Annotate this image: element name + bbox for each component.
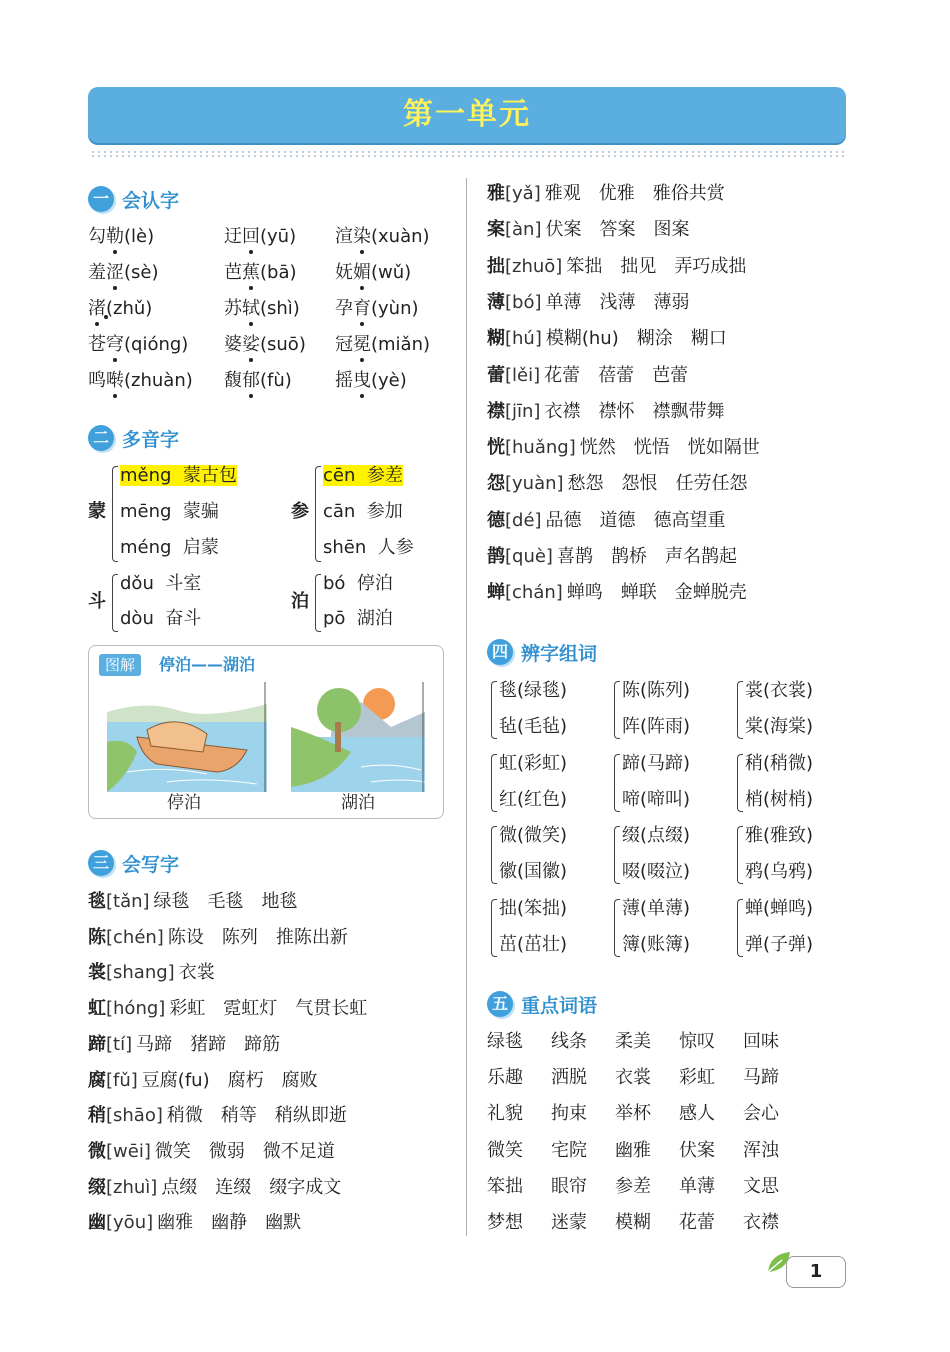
recognize-word: 妩媚(wǔ) xyxy=(335,262,412,283)
write-char-row: 稍[shāo] 稍微 稍等 稍纵即逝 xyxy=(88,1105,347,1127)
write-char-row: 蹄[tí] 马蹄 猪蹄 蹄筋 xyxy=(88,1033,281,1055)
poly-char-can: 参 xyxy=(291,501,309,522)
write-char-row: 缀[zhuì] 点缀 连缀 缀字成文 xyxy=(88,1176,342,1198)
key-word: 回味 xyxy=(743,1031,779,1052)
key-word: 礼貌 xyxy=(487,1103,523,1125)
distinguish-word: 薄(单薄) xyxy=(622,897,691,919)
section-number: 五 xyxy=(487,991,513,1017)
recognize-word: 鸣啭(zhuàn) xyxy=(88,370,193,391)
dotted-divider xyxy=(90,150,846,158)
poly-reading: méng 启蒙 xyxy=(120,537,219,558)
distinguish-word: 阵(阵雨) xyxy=(622,716,691,737)
key-word: 伏案 xyxy=(679,1139,715,1161)
poly-reading: cān 参加 xyxy=(323,501,403,522)
key-word: 举杯 xyxy=(615,1103,651,1125)
poly-char-dou: 斗 xyxy=(88,591,106,612)
poly-reading: dǒu 斗室 xyxy=(120,573,202,594)
recognize-word: 渚(zhǔ) xyxy=(88,298,153,319)
poly-reading: mēng 蒙骗 xyxy=(120,501,219,522)
distinguish-word: 虹(彩虹) xyxy=(499,752,568,774)
distinguish-word: 蝉(蝉鸣) xyxy=(745,897,814,919)
bracket xyxy=(737,826,743,884)
key-word: 马蹄 xyxy=(743,1067,779,1089)
key-word: 参差 xyxy=(615,1175,651,1197)
key-word: 绿毯 xyxy=(487,1031,523,1052)
poly-reading: měng 蒙古包 xyxy=(120,465,237,486)
distinguish-word: 茁(茁壮) xyxy=(499,933,568,955)
write-char-row: 恍[huǎng] 恍然 恍悟 恍如隔世 xyxy=(487,437,760,459)
key-word: 笨拙 xyxy=(487,1175,523,1197)
distinguish-word: 啼(啼叫) xyxy=(622,788,691,810)
distinguish-word: 毡(毛毡) xyxy=(499,716,568,737)
key-word: 迷蒙 xyxy=(551,1212,587,1233)
section-number: 二 xyxy=(88,425,114,451)
distinguish-word: 徽(国徽) xyxy=(499,861,568,882)
write-char-row: 糊[hú] 模糊(hu) 糊涂 糊口 xyxy=(487,328,727,350)
write-char-row: 裳[shang] 衣裳 xyxy=(88,962,215,984)
key-word: 惊叹 xyxy=(679,1031,715,1052)
poly-char-bo: 泊 xyxy=(291,591,309,612)
lake-illustration xyxy=(291,682,425,792)
key-word: 微笑 xyxy=(487,1139,523,1161)
recognize-word: 芭蕉(bā) xyxy=(224,262,297,283)
write-char-row: 幽[yōu] 幽雅 幽静 幽默 xyxy=(88,1212,302,1234)
recognize-word: 羞涩(sè) xyxy=(88,262,159,283)
distinguish-word: 稍(稍微) xyxy=(745,752,814,774)
write-char-row: 虹[hóng] 彩虹 霓虹灯 气贯长虹 xyxy=(88,998,368,1020)
distinguish-word: 缀(点缀) xyxy=(622,825,691,846)
write-char-row: 蝉[chán] 蝉鸣 蝉联 金蝉脱壳 xyxy=(487,582,747,604)
distinguish-word: 簿(账簿) xyxy=(622,933,691,955)
bracket xyxy=(614,826,620,884)
write-char-row: 德[dé] 品德 道德 德高望重 xyxy=(487,509,726,531)
poly-reading: pō 湖泊 xyxy=(323,608,393,629)
key-word: 拘束 xyxy=(551,1103,587,1125)
key-word: 柔美 xyxy=(615,1031,651,1052)
write-char-row: 蕾[lěi] 花蕾 蓓蕾 芭蕾 xyxy=(487,364,689,386)
poly-reading: cēn 参差 xyxy=(323,465,403,486)
distinguish-word: 微(微笑) xyxy=(499,825,568,846)
key-word: 乐趣 xyxy=(487,1067,523,1089)
poly-reading: shēn 人参 xyxy=(323,537,414,558)
bracket xyxy=(491,754,497,812)
bracket xyxy=(737,754,743,812)
write-char-row: 毯[tǎn] 绿毯 毛毯 地毯 xyxy=(88,891,298,912)
write-char-row: 鹊[què] 喜鹊 鹊桥 声名鹊起 xyxy=(487,546,737,567)
write-char-row: 拙[zhuō] 笨拙 拙见 弄巧成拙 xyxy=(487,255,747,277)
bracket xyxy=(614,754,620,812)
bracket xyxy=(737,681,743,739)
write-char-row: 襟[jīn] 衣襟 襟怀 襟飘带舞 xyxy=(487,400,725,422)
key-word: 幽雅 xyxy=(615,1139,651,1161)
illustration-tag: 图解 xyxy=(99,654,141,676)
key-word: 花蕾 xyxy=(679,1212,715,1233)
illustration-title: 停泊——湖泊 xyxy=(159,655,256,674)
poly-reading: dòu 奋斗 xyxy=(120,608,202,629)
write-char-row: 腐[fǔ] 豆腐(fu) 腐朽 腐败 xyxy=(88,1069,318,1091)
bracket xyxy=(491,899,497,957)
key-word: 梦想 xyxy=(487,1212,523,1233)
bracket xyxy=(737,899,743,957)
key-word: 洒脱 xyxy=(551,1067,587,1089)
key-word: 彩虹 xyxy=(679,1067,715,1089)
write-char-row: 陈[chén] 陈设 陈列 推陈出新 xyxy=(88,926,348,948)
section-title: 辨字组词 xyxy=(521,642,598,665)
write-char-row: 案[àn] 伏案 答案 图案 xyxy=(487,219,690,241)
recognize-word: 馥郁(fù) xyxy=(224,370,292,391)
bracket xyxy=(491,681,497,739)
recognize-word: 孕育(yùn) xyxy=(335,298,419,319)
write-char-row: 薄[bó] 单薄 浅薄 薄弱 xyxy=(487,291,690,313)
write-char-row: 微[wēi] 微笑 微弱 微不足道 xyxy=(88,1140,335,1162)
poly-char-meng: 蒙 xyxy=(88,501,106,522)
section-header-2 xyxy=(88,424,179,452)
distinguish-word: 啜(啜泣) xyxy=(622,861,691,882)
recognize-word: 勾勒(lè) xyxy=(88,226,155,247)
section-header-4 xyxy=(487,638,597,666)
write-char-row: 怨[yuàn] 愁怨 怨恨 任劳任怨 xyxy=(487,473,748,495)
bracket xyxy=(614,681,620,739)
key-word: 感人 xyxy=(679,1103,715,1125)
boat-illustration xyxy=(107,682,267,792)
distinguish-word: 拙(笨拙) xyxy=(499,897,568,919)
section-title: 会认字 xyxy=(122,189,180,212)
key-word: 衣襟 xyxy=(743,1212,779,1233)
distinguish-word: 弹(子弹) xyxy=(745,933,814,955)
poly-reading: bó 停泊 xyxy=(323,573,393,594)
section-title: 重点词语 xyxy=(521,994,598,1017)
recognize-word: 摇曳(yè) xyxy=(335,370,407,391)
bracket xyxy=(315,466,321,562)
illustration-caption: 湖泊 xyxy=(341,793,375,813)
distinguish-word: 蹄(马蹄) xyxy=(622,752,691,774)
key-word: 眼帘 xyxy=(551,1175,587,1197)
section-number: 三 xyxy=(88,850,114,876)
key-word: 单薄 xyxy=(679,1175,715,1197)
bracket xyxy=(315,574,321,632)
distinguish-word: 陈(陈列) xyxy=(622,680,691,701)
distinguish-word: 雅(雅致) xyxy=(745,825,814,846)
key-word: 浑浊 xyxy=(743,1139,779,1161)
section-header-1 xyxy=(88,185,179,213)
key-word: 文思 xyxy=(743,1175,779,1197)
unit-title: 第一单元 xyxy=(403,97,531,132)
section-number: 四 xyxy=(487,639,513,665)
write-char-row: 雅[yǎ] 雅观 优雅 雅俗共赏 xyxy=(487,183,725,204)
key-word: 衣裳 xyxy=(615,1067,651,1089)
section-header-3 xyxy=(88,849,179,877)
bracket xyxy=(112,574,118,632)
key-word: 宅院 xyxy=(551,1139,587,1161)
distinguish-word: 红(红色) xyxy=(499,788,568,810)
recognize-word: 渲染(xuàn) xyxy=(335,226,430,247)
page-number: 1 xyxy=(786,1256,846,1288)
section-title: 多音字 xyxy=(122,428,180,451)
distinguish-word: 毯(绿毯) xyxy=(499,680,568,701)
section-number: 一 xyxy=(88,186,114,212)
unit-banner xyxy=(88,87,846,143)
recognize-word: 苏轼(shì) xyxy=(224,298,300,319)
recognize-word: 迂回(yū) xyxy=(224,226,297,247)
section-title: 会写字 xyxy=(122,853,180,876)
key-word: 线条 xyxy=(551,1031,587,1052)
column-divider xyxy=(466,178,467,1236)
distinguish-word: 梢(树梢) xyxy=(745,788,814,810)
bracket xyxy=(112,466,118,562)
illustration-caption: 停泊 xyxy=(167,793,201,813)
distinguish-word: 鸦(乌鸦) xyxy=(745,861,814,882)
distinguish-word: 裳(衣裳) xyxy=(745,680,814,701)
bracket xyxy=(614,899,620,957)
recognize-word: 冠冕(miǎn) xyxy=(335,334,431,355)
illustration-box xyxy=(88,645,444,819)
bracket xyxy=(491,826,497,884)
distinguish-word: 棠(海棠) xyxy=(745,716,814,737)
key-word: 会心 xyxy=(743,1103,779,1125)
recognize-word: 婆娑(suō) xyxy=(224,334,306,355)
key-word: 模糊 xyxy=(615,1212,651,1233)
recognize-word: 苍穹(qióng) xyxy=(88,334,189,355)
section-header-5 xyxy=(487,990,597,1018)
